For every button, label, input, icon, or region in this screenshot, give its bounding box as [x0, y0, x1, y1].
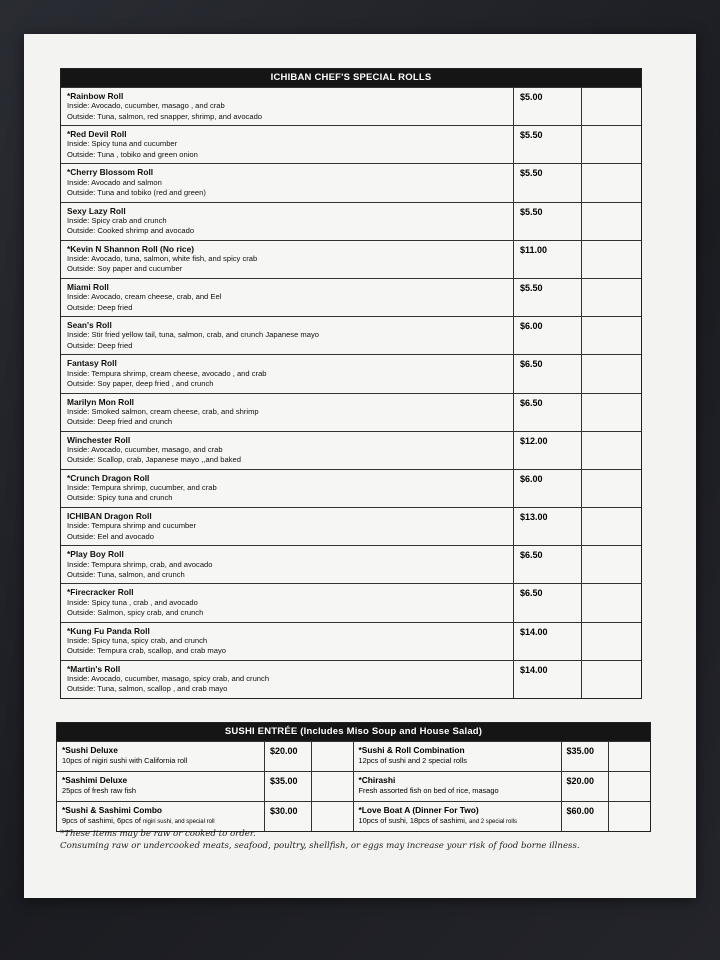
roll-inside: Inside: Avocado and salmon [67, 177, 162, 187]
quantity-cell [582, 279, 641, 316]
roll-row [61, 278, 641, 316]
roll-price: $5.50 [514, 279, 582, 316]
entree-row [354, 801, 651, 831]
entree-detail-text: 10pcs of sushi, 18pcs of sashimi, [358, 815, 467, 825]
quantity-cell [582, 508, 641, 545]
roll-outside: Outside: Deep fried [67, 302, 133, 312]
roll-name: Sexy Lazy Roll [67, 205, 126, 216]
roll-row [61, 431, 641, 469]
quantity-cell [582, 126, 641, 163]
footnote-health-warning: Consuming raw or undercooked meats, seafood, poultry, shellfish, or eggs may increase your risk of food borne illness. [60, 841, 580, 851]
roll-name: *Kevin N Shannon Roll (No rice) [67, 243, 195, 254]
entree-detail [62, 756, 260, 768]
entree-name: *Love Boat A (Dinner For Two) [358, 805, 479, 815]
roll-description [61, 508, 514, 545]
roll-outside: Outside: Tempura crab, scallop, and crab mayo [67, 646, 226, 656]
entree-detail [359, 786, 557, 798]
roll-inside: Inside: Tempura shrimp and cucumber [67, 521, 197, 531]
entree-row [57, 741, 353, 771]
special-rolls-title: ICHIBAN CHEF'S SPECIAL ROLLS [61, 69, 641, 87]
roll-price: $6.50 [514, 355, 582, 392]
entree-detail-text: 25pcs of fresh raw fish [62, 785, 136, 795]
roll-inside: Inside: Avocado, cucumber, masago, and crab [67, 444, 223, 454]
roll-description [61, 203, 514, 240]
roll-price: $11.00 [514, 241, 582, 278]
roll-inside: Inside: Avocado, cream cheese, crab, and Eel [67, 292, 222, 302]
roll-outside: Outside: Eel and avocado [67, 531, 154, 541]
entree-detail-text: 9pcs of sashimi, 6pcs of [62, 815, 141, 825]
roll-description [61, 432, 514, 469]
roll-outside: Outside: Tuna, salmon, and crunch [67, 569, 185, 579]
roll-name: *Martin's Roll [67, 663, 121, 674]
roll-price: $6.00 [514, 317, 582, 354]
footnote [60, 828, 660, 852]
entree-detail-small: and 2 special rolls [469, 818, 518, 825]
roll-price: $14.00 [514, 661, 582, 698]
special-rolls-table [60, 68, 642, 699]
quantity-cell [609, 772, 651, 801]
roll-row [61, 660, 641, 698]
quantity-cell [582, 355, 641, 392]
quantity-cell [609, 742, 651, 771]
entree-name: *Sushi & Roll Combination [358, 745, 465, 755]
roll-price: $5.00 [514, 88, 582, 125]
entree-left-column [57, 741, 354, 831]
roll-price: $5.50 [514, 126, 582, 163]
roll-name: Sean's Roll [67, 320, 112, 331]
entree-name: *Chirashi [358, 775, 396, 785]
roll-name: *Firecracker Roll [67, 587, 134, 598]
roll-description [61, 317, 514, 354]
roll-price: $6.00 [514, 470, 582, 507]
quantity-cell [609, 802, 651, 831]
roll-outside: Outside: Tuna and tobiko (red and green) [67, 187, 206, 197]
roll-outside: Outside: Soy paper and cucumber [67, 264, 183, 274]
entree-price: $20.00 [265, 742, 312, 771]
roll-name: *Crunch Dragon Roll [67, 472, 150, 483]
roll-outside: Outside: Deep fried and crunch [67, 417, 173, 427]
roll-name: Fantasy Roll [67, 358, 117, 369]
entree-detail [359, 756, 557, 768]
roll-price: $5.50 [514, 164, 582, 201]
entree-name: *Sushi Deluxe [62, 745, 118, 755]
quantity-cell [582, 88, 641, 125]
entree-price: $35.00 [265, 772, 312, 801]
quantity-cell [582, 164, 641, 201]
quantity-cell [582, 623, 641, 660]
quantity-cell [582, 317, 641, 354]
roll-outside: Outside: Tuna , tobiko and green onion [67, 149, 198, 159]
sushi-entree-title: SUSHI ENTRÉE (Includes Miso Soup and House Salad) [57, 723, 650, 741]
entree-right-column [354, 741, 651, 831]
quantity-cell [582, 203, 641, 240]
roll-inside: Inside: Spicy tuna and cucumber [67, 139, 178, 149]
roll-row [61, 87, 641, 125]
entree-name: *Sashimi Deluxe [62, 775, 128, 785]
roll-row [61, 354, 641, 392]
quantity-cell [582, 470, 641, 507]
entree-name: *Sushi & Sashimi Combo [62, 805, 163, 815]
roll-inside: Inside: Avocado, tuna, salmon, white fish, and spicy crab [67, 254, 258, 264]
footnote-raw-note: *These items may be raw or cooked to order. [60, 829, 256, 839]
roll-outside: Outside: Deep fried [67, 340, 133, 350]
roll-name: *Rainbow Roll [67, 91, 124, 101]
roll-row [61, 316, 641, 354]
roll-row [61, 469, 641, 507]
roll-description [61, 470, 514, 507]
entree-detail [359, 816, 557, 828]
roll-description [61, 584, 514, 621]
roll-row [61, 393, 641, 431]
roll-row [61, 240, 641, 278]
quantity-cell [582, 241, 641, 278]
entree-description [354, 802, 562, 831]
roll-inside: Inside: Tempura shrimp, crab, and avocado [67, 559, 213, 569]
roll-name: *Kung Fu Panda Roll [67, 625, 150, 636]
roll-inside: Inside: Tempura shrimp, cream cheese, avocado , and crab [67, 368, 267, 378]
roll-description [61, 279, 514, 316]
entree-detail [62, 786, 260, 798]
roll-description [61, 126, 514, 163]
quantity-cell [312, 772, 353, 801]
roll-inside: Inside: Avocado, cucumber, masago, spicy crab, and crunch [67, 674, 270, 684]
roll-description [61, 546, 514, 583]
quantity-cell [312, 802, 353, 831]
entree-price: $35.00 [562, 742, 609, 771]
roll-row [61, 202, 641, 240]
roll-outside: Outside: Soy paper, deep fried , and crunch [67, 378, 214, 388]
roll-description [61, 661, 514, 698]
roll-price: $13.00 [514, 508, 582, 545]
entree-row [354, 741, 651, 771]
roll-price: $6.50 [514, 584, 582, 621]
sushi-entree-table [56, 722, 651, 832]
entree-detail-text: Fresh assorted fish on bed of rice, masago [358, 785, 499, 795]
entree-description [57, 802, 265, 831]
roll-price: $14.00 [514, 623, 582, 660]
roll-inside: Inside: Spicy tuna, spicy crab, and crunch [67, 635, 208, 645]
roll-row [61, 622, 641, 660]
roll-name: *Red Devil Roll [67, 129, 127, 140]
entree-row [354, 771, 651, 801]
quantity-cell [582, 584, 641, 621]
entree-description [57, 772, 265, 801]
roll-price: $12.00 [514, 432, 582, 469]
entree-price: $60.00 [562, 802, 609, 831]
roll-row [61, 125, 641, 163]
quantity-cell [582, 432, 641, 469]
roll-inside: Inside: Spicy tuna , crab , and avocado [67, 597, 198, 607]
quantity-cell [582, 546, 641, 583]
roll-outside: Outside: Tuna, salmon, scallop , and crab mayo [67, 684, 228, 694]
entree-detail [62, 816, 260, 828]
entree-description [354, 772, 562, 801]
roll-outside: Outside: Salmon, spicy crab, and crunch [67, 608, 204, 618]
roll-inside: Inside: Smoked salmon, cream cheese, crab, and shrimp [67, 406, 259, 416]
roll-description [61, 355, 514, 392]
quantity-cell [582, 394, 641, 431]
entree-description [354, 742, 562, 771]
roll-description [61, 623, 514, 660]
roll-outside: Outside: Cooked shrimp and avocado [67, 226, 195, 236]
roll-outside: Outside: Spicy tuna and crunch [67, 493, 173, 503]
roll-inside: Inside: Stir fried yellow tail, tuna, salmon, crab, and crunch Japanese mayo [67, 330, 319, 340]
roll-name: Winchester Roll [67, 434, 131, 445]
roll-row [61, 545, 641, 583]
roll-outside: Outside: Tuna, salmon, red snapper, shrimp, and avocado [67, 111, 263, 121]
roll-name: *Play Boy Roll [67, 549, 124, 560]
roll-outside: Outside: Scallop, crab, Japanese mayo ,,and baked [67, 455, 241, 465]
roll-price: $6.50 [514, 394, 582, 431]
roll-name: Marilyn Mon Roll [67, 396, 134, 407]
entree-detail-small: nigiri sushi, and special roll [142, 818, 215, 825]
entree-price: $30.00 [265, 802, 312, 831]
entree-row [57, 771, 353, 801]
roll-name: ICHIBAN Dragon Roll [67, 511, 152, 522]
entree-detail-text: 12pcs of sushi and 2 special rolls [358, 755, 467, 765]
entree-description [57, 742, 265, 771]
quantity-cell [312, 742, 353, 771]
entree-detail-text: 10pcs of nigiri sushi with California roll [62, 755, 188, 765]
roll-price: $5.50 [514, 203, 582, 240]
roll-price: $6.50 [514, 546, 582, 583]
quantity-cell [582, 661, 641, 698]
roll-inside: Inside: Spicy crab and crunch [67, 215, 167, 225]
roll-name: Miami Roll [67, 281, 109, 292]
roll-description [61, 88, 514, 125]
roll-name: *Cherry Blossom Roll [67, 167, 154, 178]
roll-description [61, 394, 514, 431]
entree-price: $20.00 [562, 772, 609, 801]
roll-inside: Inside: Tempura shrimp, cucumber, and crab [67, 483, 217, 493]
roll-row [61, 583, 641, 621]
roll-description [61, 241, 514, 278]
roll-description [61, 164, 514, 201]
roll-row [61, 163, 641, 201]
roll-row [61, 507, 641, 545]
entree-row [57, 801, 353, 831]
roll-inside: Inside: Avocado, cucumber, masago , and crab [67, 101, 225, 111]
